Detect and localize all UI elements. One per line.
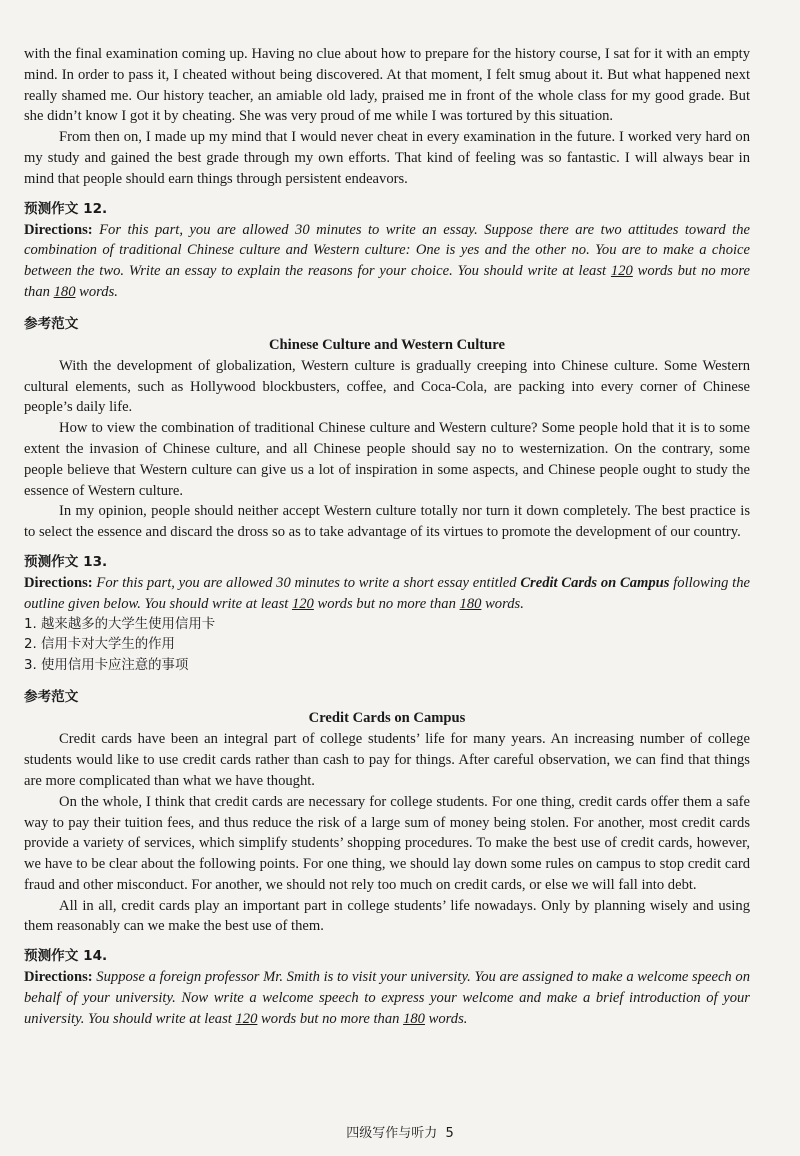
- page-number: 5: [445, 1126, 454, 1141]
- min-words: 120: [610, 263, 633, 280]
- max-words: 180: [53, 283, 76, 300]
- essay-12-title: Chinese Culture and Western Culture: [269, 336, 505, 353]
- directions-label: Directions:: [24, 221, 93, 238]
- essay-12-paragraph-2: How to view the combination of traditional Chinese culture and Western culture? Some people hold that it is to some extent the invasion of Chinese culture, and all Chinese people should say no to westernization. On the contrary, some people believe that Western culture can give us a lot of inspiration in some aspects, and Chinese people ought to study the essence of Western culture.: [24, 420, 750, 499]
- intro-paragraph-2: From then on, I made up my mind that I would never cheat in every examination in the future. I worked very hard on my study and gained the best grade through my own efforts. That kind of feeling was so fantastic. I will always bear in mind that people should earn things through persistent endeavors.: [24, 129, 750, 187]
- min-words: 120: [235, 1010, 258, 1027]
- essay-12-paragraph-1: With the development of globalization, Western culture is gradually creeping into Chinese culture. Some Western cultural elements, such as Hollywood blockbusters, coffee, and Coca-Cola, are packing into every corner of Chinese people’s daily life.: [24, 357, 750, 416]
- task-14-directions: Directions: Suppose a foreign professor Mr. Smith is to visit your university. You are assigned to make a welcome speech on behalf of your university. Now write a welcome speech to express your welcome and make a brief introduction of your university. You should write at least 120 words but no more than 180 words.: [24, 969, 750, 1027]
- essay-13-paragraph-3: All in all, credit cards play an important part in college students’ life nowadays. Only by planning wisely and using them reasonably can we make the best use of them.: [24, 897, 750, 935]
- task-13-reference-heading: 参考范文: [24, 689, 79, 706]
- essay-13-paragraph-2: On the whole, I think that credit cards are necessary for college students. For one thing, credit cards offer them a safe way to pay their tuition fees, and thus reduce the risk of a large sum of money being stolen. For another, most credit cards provide a variety of services, which simplify students’ shopping procedures. To make the best use of credit cards, however, we have to be clear about the following points. For one thing, we should lay down some rules on campus to stop credit card fraud and other misconduct. For another, we should not rely too much on credit cards, or else we will fall into debt.: [24, 793, 750, 893]
- outline-item-1: 1. 越来越多的大学生使用信用卡: [24, 616, 216, 632]
- max-words: 180: [403, 1010, 425, 1027]
- page-footer: [0, 1122, 800, 1141]
- footer-label: 四级写作与听力: [346, 1126, 438, 1141]
- intro-paragraph-1: with the final examination coming up. Having no clue about how to prepare for the history course, I sat for it with an empty mind. In order to pass it, I cheated without being discovered. At that moment, I felt smug about it. But what happened next really shamed me. Our history teacher, an amiable old lady, praised me in front of the whole class for my good grade. But she didn’t know I got it by cheating. She was very proud of me while I was tortured by this situation.: [24, 46, 750, 125]
- essay-13-paragraph-1: Credit cards have been an integral part of college students’ life for many years. An increasing number of college students would like to use credit cards rather than cash to pay for things. After careful observation, we can find that things are more complicated than what we have thought.: [24, 731, 750, 789]
- essay-13-title: Credit Cards on Campus: [308, 710, 466, 727]
- task-13-directions: Directions: For this part, you are allowed 30 minutes to write a short essay entitled Credit Cards on Campus following the outline given below. You should write at least 120 words but no more than 180 words.: [24, 574, 750, 612]
- outline-item-3: 3. 使用信用卡应注意的事项: [24, 657, 189, 673]
- essay-title-ref: Credit Cards on Campus: [520, 574, 670, 591]
- min-words: 120: [291, 595, 314, 612]
- directions-label: Directions:: [24, 969, 93, 986]
- task-12-heading: 预测作文 12.: [24, 200, 108, 217]
- max-words: 180: [459, 595, 482, 612]
- directions-label: Directions:: [24, 574, 93, 591]
- essay-12-paragraph-3: In my opinion, people should neither accept Western culture totally nor turn it down completely. The best practice is to select the essence and discard the dross so as to take advantage of its virtues to promote the development of our country.: [24, 503, 750, 541]
- task-12-directions: Directions: For this part, you are allowed 30 minutes to write an essay. Suppose there are two attitudes toward the combination of traditional Chinese culture and Western culture: One is yes and the other no. You are to make a choice between the two. Write an essay to explain the reasons for your choice. You should write at least 120 words but no more than 180 words.: [24, 221, 750, 300]
- task-14-heading: 预测作文 14.: [24, 948, 108, 965]
- task-13-heading: 预测作文 13.: [24, 553, 108, 570]
- task-12-reference-heading: 参考范文: [24, 315, 79, 332]
- outline-item-2: 2. 信用卡对大学生的作用: [24, 637, 175, 653]
